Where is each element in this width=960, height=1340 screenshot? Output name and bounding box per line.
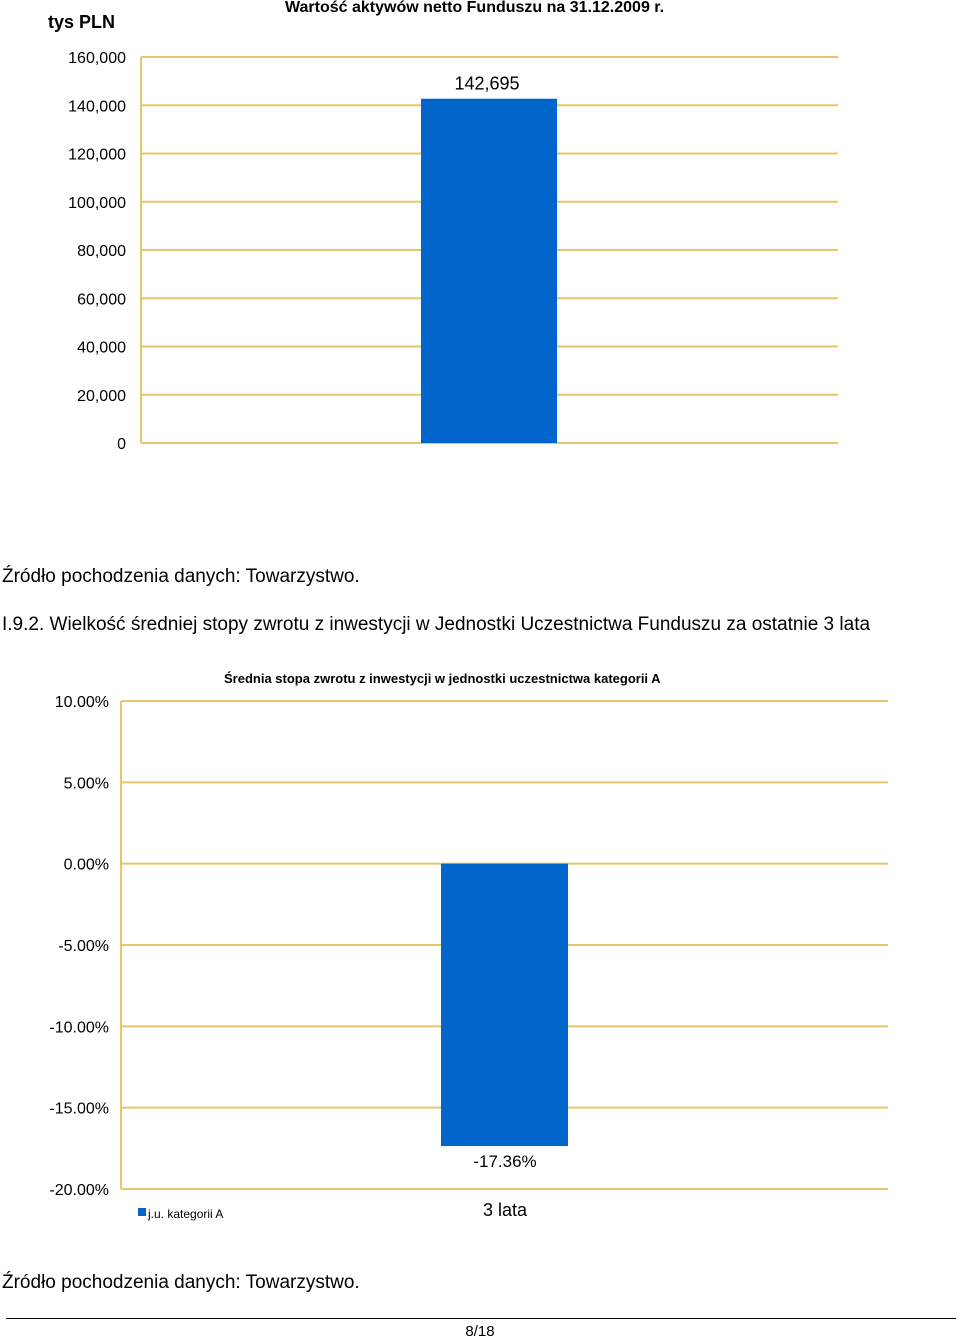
- section-heading: I.9.2. Wielkość średniej stopy zwrotu z inwestycji w Jednostki Uczestnictwa Funduszu za ostatnie 3 lata: [2, 614, 871, 635]
- chart1-ytick-label: 40,000: [77, 339, 126, 357]
- chart1-ylabel: tys PLN: [48, 12, 116, 32]
- chart1-ytick-label: 120,000: [68, 146, 126, 164]
- chart1-ytick-label: 100,000: [68, 194, 126, 212]
- chart1-ytick-labels: [68, 50, 126, 453]
- chart2-ytick-label: -10.00%: [49, 1019, 109, 1037]
- page-number: 8/18: [465, 1323, 495, 1340]
- chart2-legend-label: j.u. kategorii A: [148, 1207, 224, 1221]
- chart2-title: Średnia stopa zwrotu z inwestycji w jednostki uczestnictwa kategorii A: [224, 671, 661, 686]
- chart1-ytick-label: 0: [117, 436, 126, 453]
- chart-return-rate: [0, 660, 960, 1230]
- chart1-ytick-label: 20,000: [77, 387, 126, 405]
- footer-divider: [6, 1318, 956, 1319]
- chart1-ytick-label: 60,000: [77, 291, 126, 309]
- chart2-ytick-label: 5.00%: [63, 775, 109, 793]
- chart2-ytick-label: -5.00%: [58, 938, 109, 955]
- chart2-bars: [441, 864, 568, 1146]
- chart2-ytick-label: 10.00%: [54, 694, 109, 711]
- chart-net-assets: [0, 0, 960, 460]
- source-note-1: Źródło pochodzenia danych: Towarzystwo.: [2, 566, 360, 587]
- chart1-ytick-label: 80,000: [77, 243, 126, 260]
- chart1-bars: [421, 99, 557, 443]
- chart2-category-label: 3 lata: [482, 1200, 528, 1220]
- chart2-data-label: -17.36%: [473, 1152, 537, 1171]
- chart1-title: Wartość aktywów netto Funduszu na 31.12.2009 r.: [285, 0, 665, 16]
- chart2-ytick-labels: [49, 694, 109, 1199]
- chart2-ytick-label: 0.00%: [63, 856, 109, 874]
- chart1-data-label: 142,695: [454, 73, 520, 94]
- chart2-ytick-label: -15.00%: [49, 1100, 109, 1118]
- chart2-legend-swatch: [138, 1208, 146, 1216]
- chart2-bar: [441, 864, 568, 1146]
- chart2-ytick-label: -20.00%: [49, 1182, 109, 1199]
- chart1-bar: [421, 99, 557, 443]
- source-note-2: Źródło pochodzenia danych: Towarzystwo.: [2, 1272, 360, 1293]
- chart1-ytick-label: 160,000: [68, 50, 126, 67]
- chart1-ytick-label: 140,000: [68, 98, 126, 116]
